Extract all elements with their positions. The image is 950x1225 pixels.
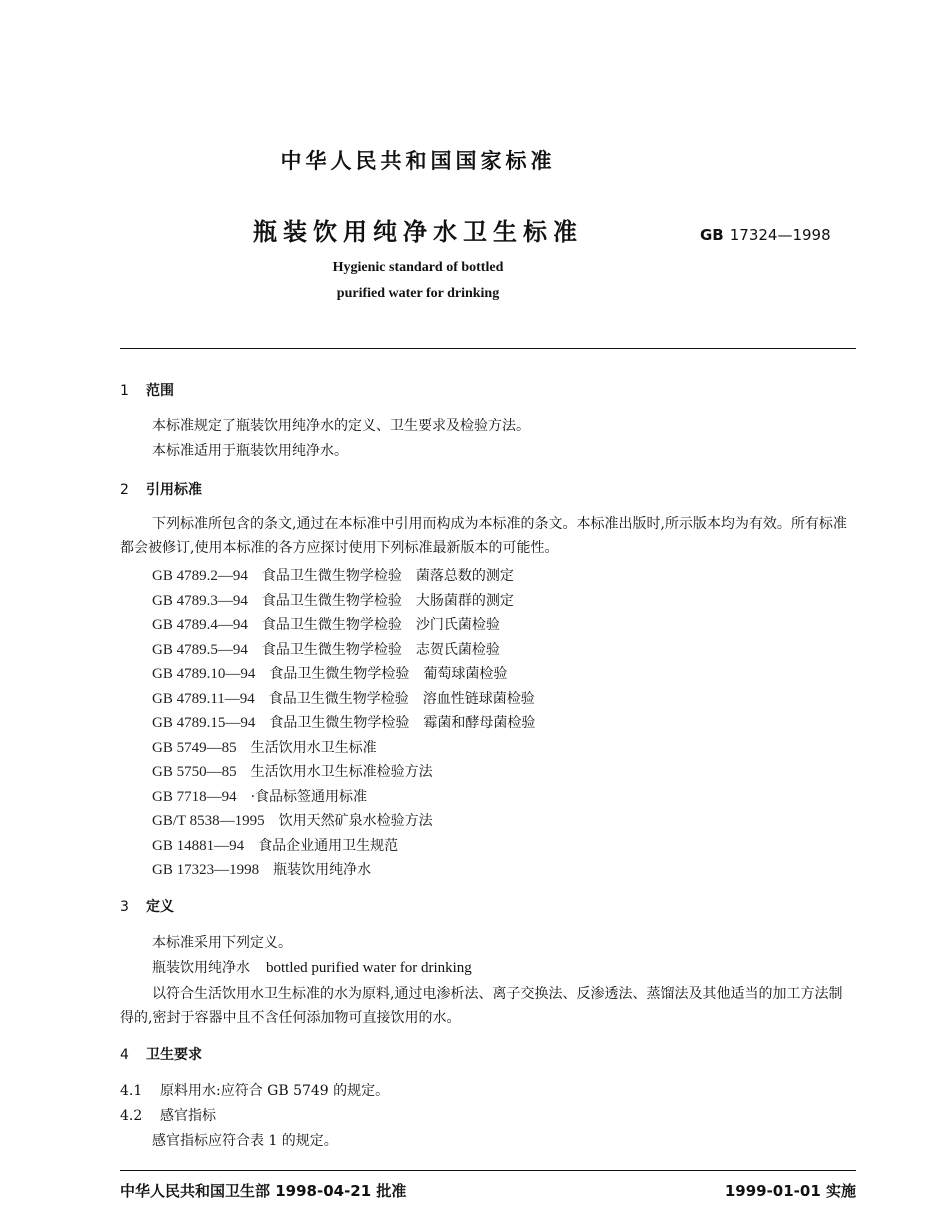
section-4-heading: [120, 1044, 202, 1064]
section-3-number: 3: [120, 899, 129, 915]
reference-name: 食品卫生微生物学检验 溶血性链球菌检验: [268, 690, 535, 707]
english-title-line1: Hygienic standard of bottled: [332, 260, 504, 275]
clause-4-2-text: 感官指标: [160, 1108, 216, 1124]
reference-code: GB/T 8538—1995: [152, 813, 265, 829]
reference-item: [152, 786, 367, 806]
reference-name: 食品卫生微生物学检验 志贺氏菌检验: [261, 641, 500, 658]
footer-divider: [120, 1170, 856, 1171]
reference-code: GB 14881—94: [152, 837, 245, 854]
clause-4-2: [120, 1105, 216, 1125]
reference-code: GB 4789.4—94: [152, 617, 248, 633]
reference-item: [152, 663, 507, 683]
section-2-intro: 下列标准所包含的条文,通过在本标准中引用而构成为本标准的条文。本标准出版时,所示版本均为有效。所有标准都会被修订,使用本标准的各方应探讨使用下列标准最新版本的可能性。: [120, 516, 847, 556]
standard-code-prefix: GB: [700, 226, 724, 244]
reference-item: [152, 859, 371, 879]
clause-4-1-text: 原料用水:应符合 GB 5749 的规定。: [160, 1083, 390, 1099]
definition-term: [152, 957, 472, 977]
approval-line: 中华人民共和国卫生部 1998-04-21 批准: [120, 1182, 407, 1200]
reference-code: GB 7718—94: [152, 788, 237, 805]
section-2-title: 引用标准: [146, 482, 202, 498]
reference-code: GB 4789.11—94: [152, 690, 255, 707]
definition-text: 以符合生活饮用水卫生标准的水为原料,通过电渗析法、离子交换法、反渗透法、蒸馏法及其他适当的加工方法制得的,密封于容器中且不含任何添加物可直接饮用的水。: [120, 986, 843, 1026]
reference-item: [152, 614, 500, 634]
section-1-number: 1: [120, 383, 129, 399]
standard-code-number: 17324—1998: [729, 226, 831, 244]
reference-item: [152, 565, 514, 585]
reference-name: 食品卫生微生物学检验 菌落总数的测定: [261, 568, 514, 584]
section-3-title: 定义: [146, 899, 174, 915]
reference-code: GB 4789.5—94: [152, 641, 248, 658]
reference-item: [152, 712, 535, 732]
clause-4-1-number: 4.1: [120, 1083, 143, 1099]
clause-4-2-number: 4.2: [120, 1108, 143, 1124]
reference-code: GB 4789.2—94: [152, 568, 248, 584]
reference-item: [152, 688, 535, 708]
reference-code: GB 5750—85: [152, 764, 237, 780]
reference-name: 食品卫生微生物学检验 沙门氏菌检验: [261, 617, 500, 633]
reference-name: 生活饮用水卫生标准检验方法: [250, 764, 433, 780]
national-standard-heading: 中华人民共和国国家标准: [280, 149, 556, 173]
reference-code: GB 17323—1998: [152, 862, 260, 878]
reference-name: 饮用天然矿泉水检验方法: [278, 813, 433, 829]
reference-item: [152, 810, 433, 830]
reference-item: [152, 835, 398, 855]
section-3-line-1: 本标准采用下列定义。: [152, 935, 292, 951]
reference-name: 生活饮用水卫生标准: [250, 739, 377, 756]
reference-code: GB 4789.10—94: [152, 666, 256, 682]
section-4-number: 4: [120, 1047, 129, 1063]
section-4-title: 卫生要求: [146, 1047, 202, 1063]
section-2-number: 2: [120, 482, 129, 498]
section-2-heading: [120, 479, 202, 499]
section-3-heading: [120, 896, 174, 916]
section-1-line-2: 本标准适用于瓶装饮用纯净水。: [152, 443, 348, 459]
reference-code: GB 4789.15—94: [152, 715, 256, 731]
implementation-line: 1999-01-01 实施: [724, 1182, 856, 1200]
definition-term-zh: 瓶装饮用纯净水: [152, 960, 250, 976]
document-title: 瓶装饮用纯净水卫生标准: [253, 218, 583, 246]
reference-name: ·食品标签通用标准: [250, 788, 368, 805]
english-title-line2: purified water for drinking: [336, 286, 500, 301]
clause-4-2-line: 感官指标应符合表 1 的规定。: [152, 1133, 338, 1149]
reference-item: [152, 737, 377, 757]
section-1-line-1: 本标准规定了瓶装饮用纯净水的定义、卫生要求及检验方法。: [152, 418, 530, 434]
reference-code: GB 5749—85: [152, 739, 237, 756]
header-divider: [120, 348, 856, 349]
standard-code: [700, 226, 831, 244]
reference-item: [152, 590, 514, 610]
reference-name: 食品企业通用卫生规范: [258, 837, 399, 854]
reference-item: [152, 639, 500, 659]
section-1-heading: [120, 380, 174, 400]
reference-name: 食品卫生微生物学检验 霉菌和酵母菌检验: [269, 715, 536, 731]
reference-code: GB 4789.3—94: [152, 592, 248, 609]
reference-name: 食品卫生微生物学检验 大肠菌群的测定: [261, 592, 514, 609]
definition-term-en: bottled purified water for drinking: [266, 960, 472, 976]
clause-4-1: [120, 1080, 389, 1100]
reference-name: 瓶装饮用纯净水: [273, 862, 372, 878]
reference-item: [152, 761, 433, 781]
section-1-title: 范围: [146, 383, 174, 399]
reference-name: 食品卫生微生物学检验 葡萄球菌检验: [269, 666, 508, 682]
